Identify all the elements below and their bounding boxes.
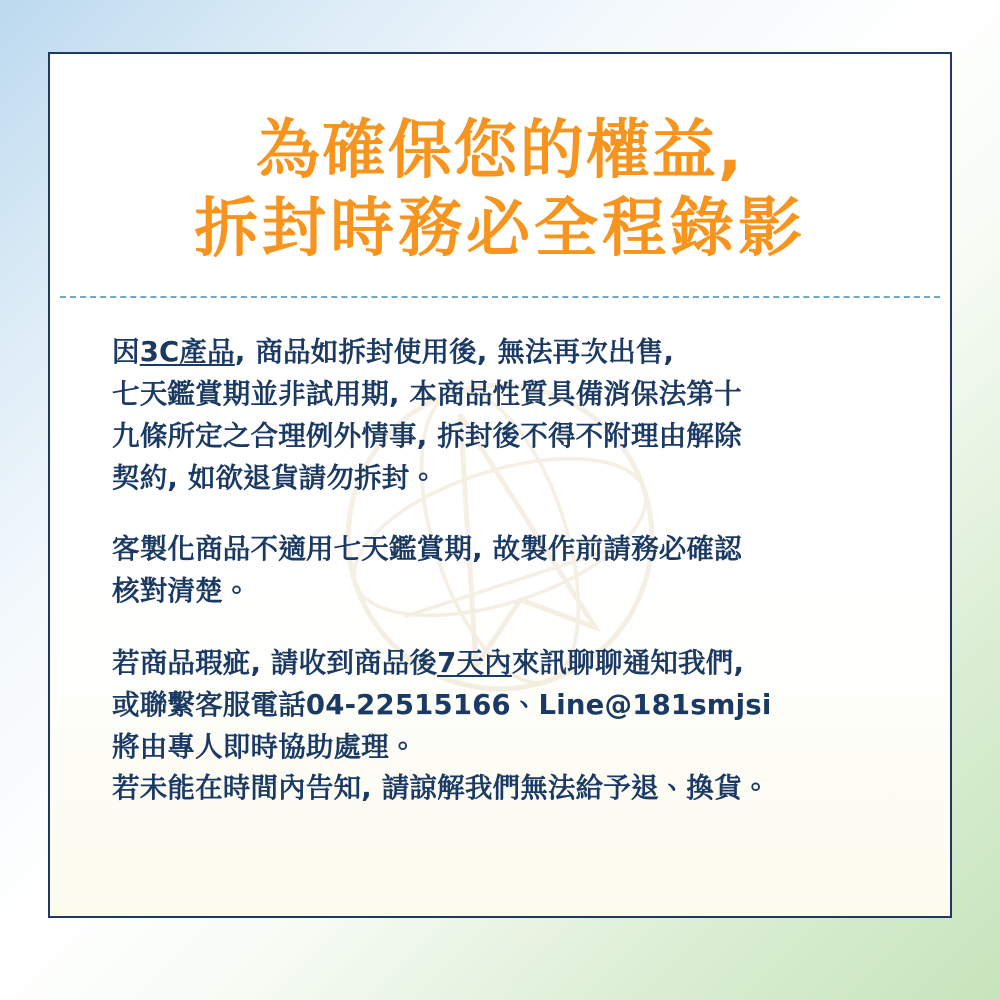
policy-defect-contact-line-2: 或聯繫客服電話04-22515166、Line@181smjsi bbox=[112, 688, 772, 721]
headline-line-1: 為確保您的權益, bbox=[255, 114, 745, 188]
policy-3c-return-line-4: 契約, 如欲退貨請勿拆封。 bbox=[112, 461, 438, 494]
text-fragment: 若商品瑕疵, 請收到商品後 bbox=[112, 646, 438, 679]
policy-defect-contact-line-3: 將由專人即時協助處理。 bbox=[112, 730, 417, 763]
text-fragment: , 商品如拆封使用後, 無法再次出售, bbox=[234, 336, 675, 369]
policy-defect-contact bbox=[112, 643, 924, 810]
policy-custom-made bbox=[112, 529, 924, 613]
policy-custom-made-line-1: 客製化商品不適用七天鑑賞期, 故製作前請務必確認 bbox=[112, 533, 742, 566]
policy-custom-made-line-2: 核對清楚。 bbox=[112, 575, 251, 608]
policy-defect-contact-line-4: 若未能在時間內告知, 請諒解我們無法給予退、換貨。 bbox=[112, 772, 770, 805]
highlight-7-day-window: 7天內 bbox=[437, 646, 512, 679]
policy-defect-contact-line-1 bbox=[112, 643, 924, 685]
headline-line-2: 拆封時務必全程錄影 bbox=[194, 192, 806, 267]
policy-3c-return-line-2: 七天鑑賞期並非試用期, 本商品性質具備消保法第十 bbox=[112, 377, 742, 410]
highlight-3c-product: 3C產品 bbox=[139, 336, 235, 369]
policy-3c-return bbox=[112, 332, 924, 499]
policy-3c-return-line-1 bbox=[112, 332, 924, 374]
text-fragment: 來訊聊聊通知我們, bbox=[511, 646, 745, 679]
text-fragment: 因 bbox=[112, 336, 140, 369]
page-title bbox=[50, 54, 950, 268]
notice-body bbox=[50, 298, 950, 810]
notice-card bbox=[48, 52, 952, 918]
policy-3c-return-line-3: 九條所定之合理例外情事, 拆封後不得不附理由解除 bbox=[112, 419, 742, 452]
